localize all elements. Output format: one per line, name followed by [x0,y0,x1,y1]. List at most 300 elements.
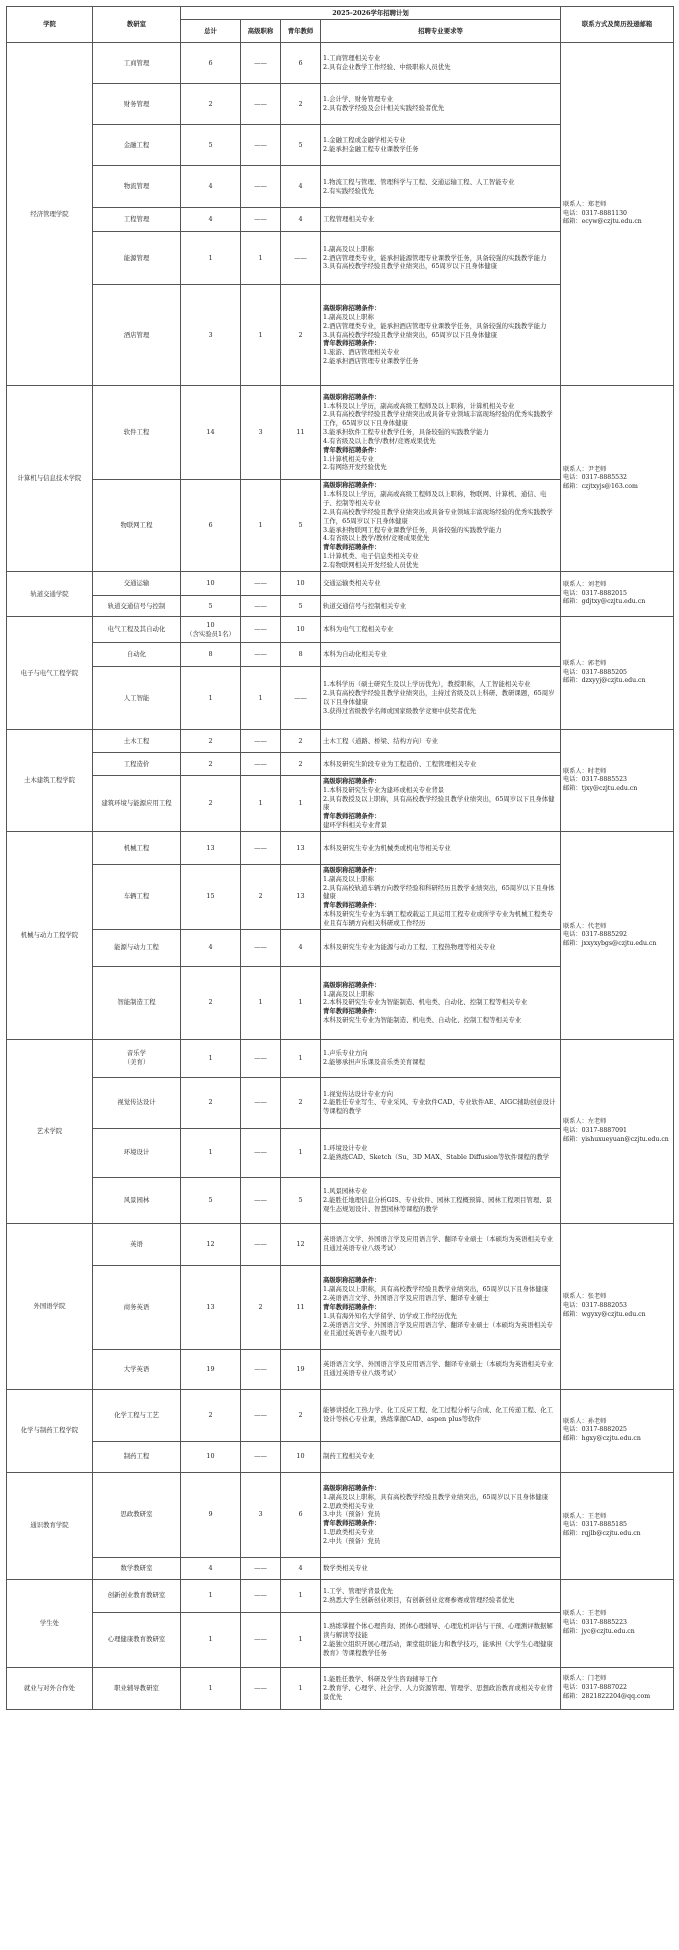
dept-name [93,480,181,572]
dept-name [93,1667,181,1709]
requirements [321,232,561,285]
cell-line: 物流管理 [123,182,150,191]
total-count [181,208,241,232]
table-row [7,831,674,864]
table-row [7,1579,674,1612]
cell-line: （美育） [123,1058,150,1067]
requirements [321,1612,561,1667]
senior-count: —— [241,84,281,125]
senior-count: —— [241,1077,281,1128]
requirements [321,753,561,776]
dept-name [93,730,181,753]
dept-name [93,572,181,596]
req-heading: 青年教师招聘条件： [323,901,381,910]
requirements [321,730,561,753]
total-count [181,1177,241,1223]
contact-info [561,1472,674,1579]
req-line: 能够讲授化工热力学、化工反应工程、化工过程分析与合成、化工传递工程、化工设计等核心专业课，熟练掌握CAD、aspen plus等软件 [323,1406,554,1424]
requirements [321,1265,561,1349]
req-line: 1.计算机类、电子信息类相关专业 [323,551,419,560]
contact-line: 邮箱：jyc@czjtu.edu.cn [563,1627,635,1635]
senior-count: —— [241,43,281,84]
youth-count: 1 [281,1128,321,1177]
dept-name [93,864,181,929]
dept-name [93,1177,181,1223]
college-name: 外国语学院 [7,1223,93,1389]
college-name: 计算机与信息技术学院 [7,386,93,572]
req-line: 2.有网络开发经验优先 [323,463,387,472]
senior-count: —— [241,1349,281,1389]
youth-count: 2 [281,730,321,753]
cell-line: 1 [208,693,213,702]
total-count [181,966,241,1039]
cell-line: 2 [208,1410,213,1419]
contact-line: 邮箱：yishuxueyuan@czjtu.edu.cn [563,1135,669,1143]
req-line: 1.金融工程或金融学相关专业 [323,136,406,145]
college-name: 土木建筑工程学院 [7,730,93,832]
youth-count: 4 [281,208,321,232]
cell-line: 1 [208,1053,213,1062]
senior-count: 3 [241,1472,281,1557]
total-count [181,1441,241,1472]
req-line: 3.具有高校教学经验且教学业绩突出，65周岁以下且身体健康 [323,330,497,339]
requirements [321,285,561,386]
req-line: 本科及研究生阶段专业为工程造价、工程管理相关专业 [323,759,477,768]
senior-count: —— [241,831,281,864]
req-line: 2.具有教学经验及会计相关实践经验者优先 [323,104,445,112]
college-name: 经济管理学院 [7,43,93,386]
college-name: 电子与电气工程学院 [7,617,93,730]
table-body [7,43,674,1710]
total-count [181,166,241,208]
dept-name [93,929,181,966]
total-count [181,1557,241,1579]
cell-line: 19 [206,1364,215,1373]
requirements [321,643,561,667]
dept-name [93,125,181,166]
contact-line: 电话：0317-8882053 [563,1301,627,1309]
youth-count: 1 [281,1579,321,1612]
contact-line: 邮箱：jxxyxybgs@czjtu.edu.cn [563,939,657,947]
cell-line: 2 [208,1098,213,1107]
dept-name [93,43,181,84]
cell-line: 风景园林 [123,1195,150,1204]
dept-name [93,166,181,208]
requirements [321,84,561,125]
cell-line: 10 [206,620,215,629]
req-line: 数学类相关专业 [323,1563,368,1572]
contact-line: 电话：0317-8881130 [563,209,627,217]
requirements [321,43,561,84]
contact-line: 联系人：孙老师 [563,1417,607,1425]
total-count [181,285,241,386]
req-line: 交通运输类相关专业 [323,579,381,588]
senior-count: —— [241,753,281,776]
req-line: 2.熟悉大学生创新创业项目，有创新创业竞赛参赛或管理经验者优先 [323,1595,515,1604]
req-heading: 青年教师招聘条件： [323,339,381,348]
cell-line: 交通运输 [123,579,150,588]
contact-line: 邮箱：czjtxyjs@163.com [563,482,638,490]
contact-info [561,617,674,730]
dept-name [93,1472,181,1557]
college-name: 化学与制药工程学院 [7,1389,93,1472]
senior-count: —— [241,730,281,753]
cell-line: 数学教研室 [120,1563,153,1572]
dept-name [93,1349,181,1389]
requirements [321,667,561,730]
college-name: 通识教育学院 [7,1472,93,1579]
youth-count: 4 [281,166,321,208]
table-header [7,7,674,43]
req-line: 1.风景园林专业 [323,1187,368,1196]
header-contact: 联系方式及简历投递邮箱 [561,7,674,43]
req-line: 2.本科及研究生专业为智能制造、机电类、自动化、控制工程等相关专业 [323,998,528,1007]
cell-line: 自动化 [126,650,147,659]
college-name: 学生处 [7,1579,93,1667]
senior-count: —— [241,1223,281,1265]
total-count [181,125,241,166]
senior-count: 1 [241,232,281,285]
total-count [181,1389,241,1441]
total-count [181,596,241,617]
youth-count: 11 [281,1265,321,1349]
cell-line: 土木工程 [123,736,150,745]
req-heading: 青年教师招聘条件： [323,1007,381,1016]
req-line: 2.能熟练CAD、Sketch（Su、3D MAX、Stable Diffusion等软件课程的教学 [323,1152,550,1161]
cell-line: 心理健康教育教研室 [107,1635,166,1644]
contact-line: 邮箱：wgyxy@czjtu.edu.cn [563,1310,646,1318]
contact-line: 联系人：王老师 [563,1512,607,1520]
requirements [321,831,561,864]
cell-line: 3 [208,330,213,339]
req-heading: 青年教师招聘条件： [323,1302,381,1311]
requirements [321,166,561,208]
total-count [181,753,241,776]
req-heading: 高级职称招聘条件： [323,777,381,785]
total-count [181,572,241,596]
cell-line: （含实验员1名） [186,629,235,638]
req-line: 1.环境设计专业 [323,1143,368,1152]
contact-info [561,831,674,1039]
senior-count: 3 [241,386,281,480]
contact-line: 邮箱：dzxyyj@czjtu.edu.cn [563,677,646,685]
contact-line: 电话：0317-8885292 [563,931,627,939]
total-count [181,1579,241,1612]
contact-line: 电话：0317-8885185 [563,1521,627,1529]
senior-count: —— [241,643,281,667]
youth-count: 1 [281,1039,321,1077]
contact-info [561,1039,674,1223]
dept-name [93,1039,181,1077]
total-count [181,1612,241,1667]
youth-count: 11 [281,386,321,480]
dept-name [93,831,181,864]
cell-line: 5 [208,140,213,149]
req-heading: 高级职称招聘条件： [323,1276,381,1285]
req-line: 英语语言文学、外国语言学及应用语言学、翻译专业硕士（本硕均为英语相关专业且通过英语专业八级考试） [323,1235,554,1253]
cell-line: 思政教研室 [120,1510,153,1519]
requirements [321,1349,561,1389]
req-line: 2.具有高校教学经验且教学业绩突出，主持过省级及以上科研、教研课题，65周岁以下且身体健康 [323,689,555,706]
contact-line: 电话：0317-8887022 [563,1683,627,1691]
req-line: 2.能胜任地理信息分析GIS、专业软件、园林工程概预算、园林工程项目管理、景观生态规划设计、智慧园林等课程的教学 [323,1195,552,1213]
senior-count: 2 [241,864,281,929]
senior-count: 1 [241,285,281,386]
req-line: 1.视觉传达设计专业方向 [323,1089,394,1098]
requirements [321,480,561,572]
total-count [181,1039,241,1077]
total-count [181,1349,241,1389]
cell-line: 酒店管理 [123,330,150,339]
req-line: 2.具有教授及以上职称，具有高校教学经验且教学业绩突出，65周岁以下且身体健康 [323,794,555,812]
contact-info [561,1389,674,1472]
req-line: 2.具有高校轨道车辆方向教学经验和科研经历且教学业绩突出，65周岁以下且身体健康 [323,883,555,901]
senior-count: —— [241,1441,281,1472]
youth-count: 13 [281,864,321,929]
total-count [181,617,241,643]
cell-line: 制药工程 [123,1452,150,1461]
dept-name [93,1128,181,1177]
senior-count: —— [241,572,281,596]
contact-line: 联系人：郑老师 [563,201,607,209]
requirements [321,208,561,232]
cell-line: 5 [208,1195,213,1204]
dept-name [93,753,181,776]
cell-line: 能源与动力工程 [114,943,159,952]
youth-count: 4 [281,1557,321,1579]
requirements [321,1667,561,1709]
cell-line: 智能制造工程 [117,998,156,1007]
total-count [181,667,241,730]
req-line: 3.获得过省级教学名师或国家级教学竞赛中获奖者优先 [323,706,477,715]
requirements [321,864,561,929]
youth-count: 6 [281,1472,321,1557]
req-line: 1.旅游、酒店管理相关专业 [323,348,400,357]
youth-count: 13 [281,831,321,864]
contact-line: 邮箱：2821822204@qq.com [563,1692,651,1700]
req-line: 3.能承担物联网工程专业课教学任务，具备较强的实践教学能力 [323,525,502,534]
requirements [321,1579,561,1612]
cell-line: 音乐学 [126,1049,147,1058]
req-line: 1.副高及以上职称 [323,874,374,883]
req-line: 3.能承担软件工程专业教学任务，具备较强的实践教学能力 [323,428,489,437]
youth-count: 2 [281,1389,321,1441]
cell-line: 1 [208,1635,213,1644]
contact-info [561,572,674,617]
req-line: 1.本科及以上学历，副高或高级工程师及以上职称，物联网、计算机、通信、电子、控制等相关专业 [323,490,547,508]
cell-line: 2 [208,998,213,1007]
total-count [181,831,241,864]
youth-count: 1 [281,1667,321,1709]
youth-count: —— [281,232,321,285]
youth-count: 5 [281,480,321,572]
dept-name [93,966,181,1039]
dept-name [93,386,181,480]
req-line: 2.教育学、心理学、社会学、人力资源管理、管理学、思想政治教育或相关专业背景优先 [323,1683,553,1701]
contact-line: 联系人：张老师 [563,1293,607,1301]
req-heading: 青年教师招聘条件： [323,1519,381,1528]
cell-line: 1 [208,1148,213,1157]
total-count [181,929,241,966]
dept-name [93,84,181,125]
senior-count: —— [241,125,281,166]
requirements [321,1472,561,1557]
total-count [181,480,241,572]
contact-info [561,1667,674,1709]
requirements [321,125,561,166]
senior-count: —— [241,1667,281,1709]
req-heading: 青年教师招聘条件： [323,812,381,821]
cell-line: 能源管理 [123,253,150,262]
contact-line: 电话：0317-8882015 [563,589,627,597]
dept-name [93,1265,181,1349]
cell-line: 10 [206,1452,215,1461]
table-row [7,730,674,753]
contact-line: 联系人：代老师 [563,922,607,930]
dept-name [93,1077,181,1128]
req-line: 土木工程（道路、桥梁、结构方向）专业 [323,736,439,745]
requirements [321,929,561,966]
youth-count: 2 [281,1077,321,1128]
youth-count: 5 [281,1177,321,1223]
total-count [181,1265,241,1349]
req-line: 本科为电气工程相关专业 [323,625,394,634]
cell-line: 4 [208,182,213,191]
table-row [7,43,674,84]
table-row [7,1389,674,1441]
req-line: 2.能承担金融工程专业课教学任务 [323,145,419,153]
youth-count: 5 [281,596,321,617]
requirements [321,596,561,617]
recruitment-table [6,6,674,1710]
senior-count: 1 [241,966,281,1039]
dept-name [93,208,181,232]
requirements [321,1177,561,1223]
senior-count: —— [241,1389,281,1441]
req-line: 1.声乐专业方向 [323,1049,368,1058]
cell-line: 工程管理 [123,215,150,224]
total-count [181,864,241,929]
total-count [181,1077,241,1128]
college-name: 艺术学院 [7,1039,93,1223]
cell-line: 12 [206,1239,215,1248]
table-row [7,1039,674,1077]
senior-count: 1 [241,776,281,832]
cell-line: 8 [208,650,213,659]
req-heading: 青年教师招聘条件： [323,543,381,552]
requirements [321,966,561,1039]
req-heading: 高级职称招聘条件： [323,1483,381,1492]
dept-name [93,1612,181,1667]
contact-info [561,1223,674,1389]
contact-line: 电话：0317-8885205 [563,668,627,676]
req-heading: 高级职称招聘条件： [323,304,381,313]
table-row [7,386,674,480]
cell-line: 电气工程及其自动化 [107,625,166,634]
req-line: 2.具有企业教学工作经验、中级职称人员优先 [323,63,451,71]
header-dept: 教研室 [93,7,181,43]
cell-line: 金融工程 [123,140,150,149]
dept-name [93,1557,181,1579]
college-name: 轨道交通学院 [7,572,93,617]
requirements [321,1223,561,1265]
header-senior: 高级职称 [241,20,281,43]
youth-count: 2 [281,285,321,386]
cell-line: 6 [208,521,213,530]
contact-line: 联系人：门老师 [563,1675,607,1683]
cell-line: 2 [208,759,213,768]
req-line: 1.能胜任教学、科研及学生咨询辅导工作 [323,1675,438,1684]
req-line: 2.能够承担声乐课及音乐类美育课程 [323,1058,425,1067]
senior-count: —— [241,1557,281,1579]
cell-line: 15 [206,892,215,901]
cell-line: 1 [208,1683,213,1692]
req-line: 2.具有高校教学经验且教学业绩突出或具备专业领域丰富现场经验的优秀实践教学工作，65周岁以下且身体健康 [323,507,553,525]
req-line: 轨道交通信号与控制相关专业 [323,601,407,610]
total-count [181,1667,241,1709]
cell-line: 软件工程 [123,428,150,437]
requirements [321,1441,561,1472]
req-line: 本科及研究生专业为机械类或机电等相关专业 [323,843,451,852]
cell-line: 4 [208,943,213,952]
cell-line: 财务管理 [123,99,150,108]
req-line: 4.有省级以上教学/教材/竞赛成果优先 [323,534,430,543]
cell-line: 机械工程 [123,843,150,852]
req-heading: 高级职称招聘条件： [323,481,381,490]
cell-line: 10 [206,579,215,588]
contact-info [561,43,674,386]
dept-name [93,1579,181,1612]
senior-count: —— [241,1612,281,1667]
req-line: 本科及研究生专业为能源与动力工程、工程热物理等相关专业 [323,943,496,952]
youth-count: 1 [281,1612,321,1667]
cell-line: 环境设计 [123,1148,150,1157]
total-count [181,643,241,667]
youth-count: 19 [281,1349,321,1389]
req-line: 1.副高及以上职称 [323,312,374,321]
requirements [321,1557,561,1579]
contact-line: 电话：0317-8887091 [563,1126,627,1134]
table-row [7,617,674,643]
youth-count: 8 [281,643,321,667]
contact-line: 电话：0317-8885523 [563,776,627,784]
req-line: 2.思政类相关专业 [323,1501,374,1510]
cell-line: 工商管理 [123,58,150,67]
cell-line: 1 [208,253,213,262]
cell-line: 轨道交通信号与控制 [107,601,166,610]
requirements [321,1077,561,1128]
cell-line: 化学工程与工艺 [114,1410,159,1419]
contact-info [561,1579,674,1667]
total-count [181,1223,241,1265]
table-row [7,1667,674,1709]
cell-line: 6 [208,58,213,67]
dept-name [93,1441,181,1472]
req-line: 2.英语语言文学、外国语言学及应用语言学、翻译专业硕士 [323,1294,489,1303]
req-line: 2.有物联网相关开发经验人员优先 [323,560,419,569]
contact-line: 联系人：时老师 [563,767,607,775]
req-heading: 青年教师招聘条件： [323,445,381,454]
requirements [321,1389,561,1441]
req-line: 2.酒店管理类专业，能承担能源管理专业课教学任务，具备较强的实践教学能力 [323,253,547,262]
req-line: 2.英语语言文学、外国语言学及应用语言学、翻译专业硕士（本硕均为英语相关专业且通过英语专业八级考试） [323,1320,553,1338]
total-count [181,730,241,753]
req-line: 1.思政类相关专业 [323,1528,374,1536]
total-count [181,1128,241,1177]
senior-count: —— [241,596,281,617]
total-count [181,1472,241,1557]
senior-count: —— [241,1579,281,1612]
